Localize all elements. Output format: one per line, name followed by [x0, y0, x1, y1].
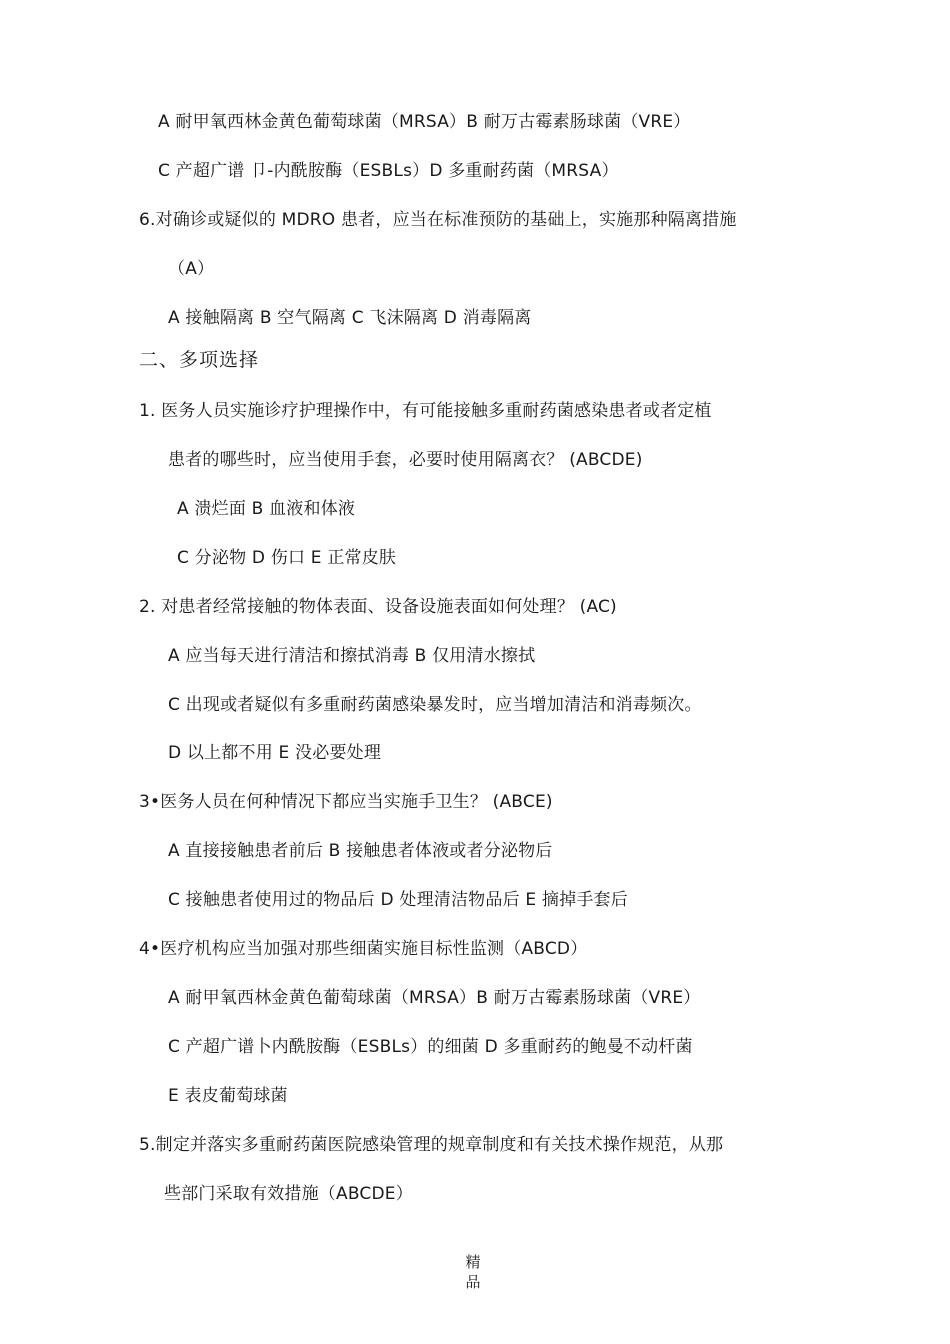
q6-question-line1: 6.对确诊或疑似的 MDRO 患者，应当在标准预防的基础上，实施那种隔离措施 — [139, 210, 737, 230]
mc-q1-option2: C 分泌物 D 伤口 E 正常皮肤 — [177, 548, 397, 568]
mc-q4-line1: 4•医疗机构应当加强对那些细菌实施目标性监测（ABCD） — [139, 939, 588, 959]
q6-question-line2: （A） — [168, 259, 215, 279]
mc-q5-line2: 些部门采取有效措施（ABCDE） — [164, 1184, 413, 1204]
mc-q4-option2: C 产超广谱卜内酰胺酶（ESBLs）的细菌 D 多重耐药的鲍曼不动杆菌 — [168, 1037, 693, 1057]
mc-q3-option2: C 接触患者使用过的物品后 D 处理清洁物品后 E 摘掉手套后 — [168, 890, 628, 910]
mc-q2-line1: 2. 对患者经常接触的物体表面、设备设施表面如何处理？ (AC) — [139, 597, 617, 617]
mc-q4-option1: A 耐甲氧西林金黄色葡萄球菌（MRSA）B 耐万古霉素肠球菌（VRE） — [168, 988, 701, 1008]
q5-option-ab: A 耐甲氧西林金黄色葡萄球菌（MRSA）B 耐万古霉素肠球菌（VRE） — [158, 112, 691, 132]
q5-option-cd: C 产超广谱 卩-内酰胺酶（ESBLs）D 多重耐药菌（MRSA） — [158, 161, 619, 181]
mc-q1-option1: A 溃烂面 B 血液和体液 — [177, 499, 356, 519]
mc-q2-option3: D 以上都不用 E 没必要处理 — [168, 743, 382, 763]
page-footer-watermark: 精品 — [465, 1253, 481, 1291]
mc-q1-line2: 患者的哪些时，应当使用手套，必要时使用隔离衣？ (ABCDE) — [168, 450, 643, 470]
mc-q2-option1: A 应当每天进行清洁和擦拭消毒 B 仅用清水擦拭 — [168, 646, 536, 666]
mc-q4-option3: E 表皮葡萄球菌 — [168, 1086, 288, 1106]
mc-q1-line1: 1. 医务人员实施诊疗护理操作中，有可能接触多重耐药菌感染患者或者定植 — [139, 401, 712, 421]
mc-q5-line1: 5.制定并落实多重耐药菌医院感染管理的规章制度和有关技术操作规范，从那 — [139, 1135, 724, 1155]
section-heading-multiple-choice: 二、多项选择 — [139, 349, 260, 371]
q6-options: A 接触隔离 B 空气隔离 C 飞沫隔离 D 消毒隔离 — [168, 308, 532, 328]
mc-q3-option1: A 直接接触患者前后 B 接触患者体液或者分泌物后 — [168, 841, 553, 861]
mc-q2-option2: C 出现或者疑似有多重耐药菌感染暴发时，应当增加清洁和消毒频次。 — [168, 695, 702, 715]
mc-q3-line1: 3•医务人员在何种情况下都应当实施手卫生？ (ABCE) — [139, 792, 553, 812]
